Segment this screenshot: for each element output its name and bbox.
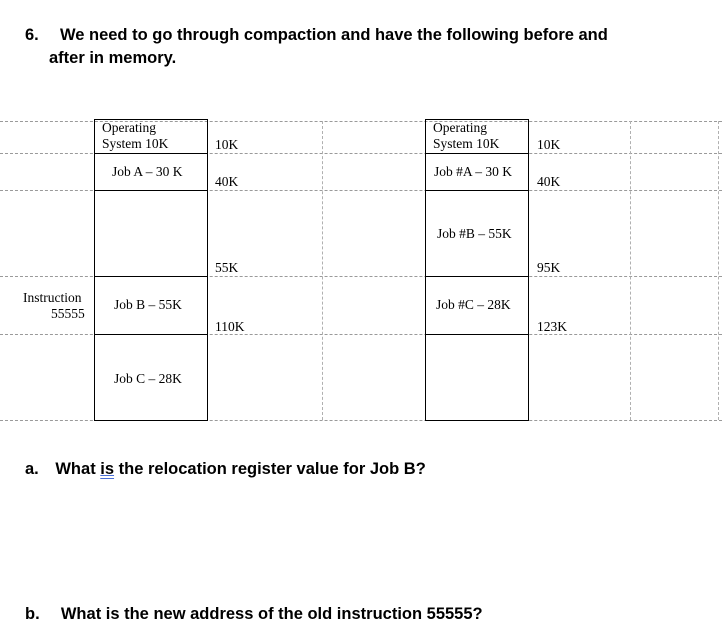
part-b-question [25,603,483,626]
part-b-text: What is the new address of the old instruction 55555? [60,605,483,623]
before-addr-3: 55K [215,260,239,275]
part-a-label: a. [25,460,39,478]
part-a-text-is: is [100,460,115,478]
after-job-b-label: Job #B – 55K [437,226,512,241]
part-a-text-1: What [55,460,101,478]
before-free-block [94,190,208,277]
question-heading [25,24,705,47]
grid-line [630,121,631,420]
after-addr-1: 10K [537,137,561,152]
grid-line [718,121,719,420]
instruction-label: Instruction [23,290,82,305]
before-os-label-2: System 10K [102,136,169,151]
after-os-label-1: Operating [433,120,487,135]
grid-line [322,121,323,420]
question-line2: after in memory. [49,49,177,67]
before-addr-1: 10K [215,137,239,152]
before-job-b-label: Job B – 55K [114,297,182,312]
after-addr-4: 123K [537,319,567,334]
instruction-address: 55555 [51,306,85,321]
before-addr-4: 110K [215,319,245,334]
question-line1: We need to go through compaction and have the following before and [59,26,608,44]
after-addr-3: 95K [537,260,561,275]
before-os-label-1: Operating [102,120,156,135]
after-free-block [425,334,529,421]
after-job-a-label: Job #A – 30 K [434,164,513,179]
after-job-c-label: Job #C – 28K [436,297,511,312]
after-os-label-2: System 10K [433,136,500,151]
part-a-text-2: the relocation register value for Job B? [114,460,426,478]
before-job-a-label: Job A – 30 K [112,164,183,179]
question-number: 6. [25,26,39,44]
after-addr-2: 40K [537,174,561,189]
before-job-c-label: Job C – 28K [114,371,182,386]
before-addr-2: 40K [215,174,239,189]
part-b-label: b. [25,605,40,623]
part-a-question [25,458,426,481]
